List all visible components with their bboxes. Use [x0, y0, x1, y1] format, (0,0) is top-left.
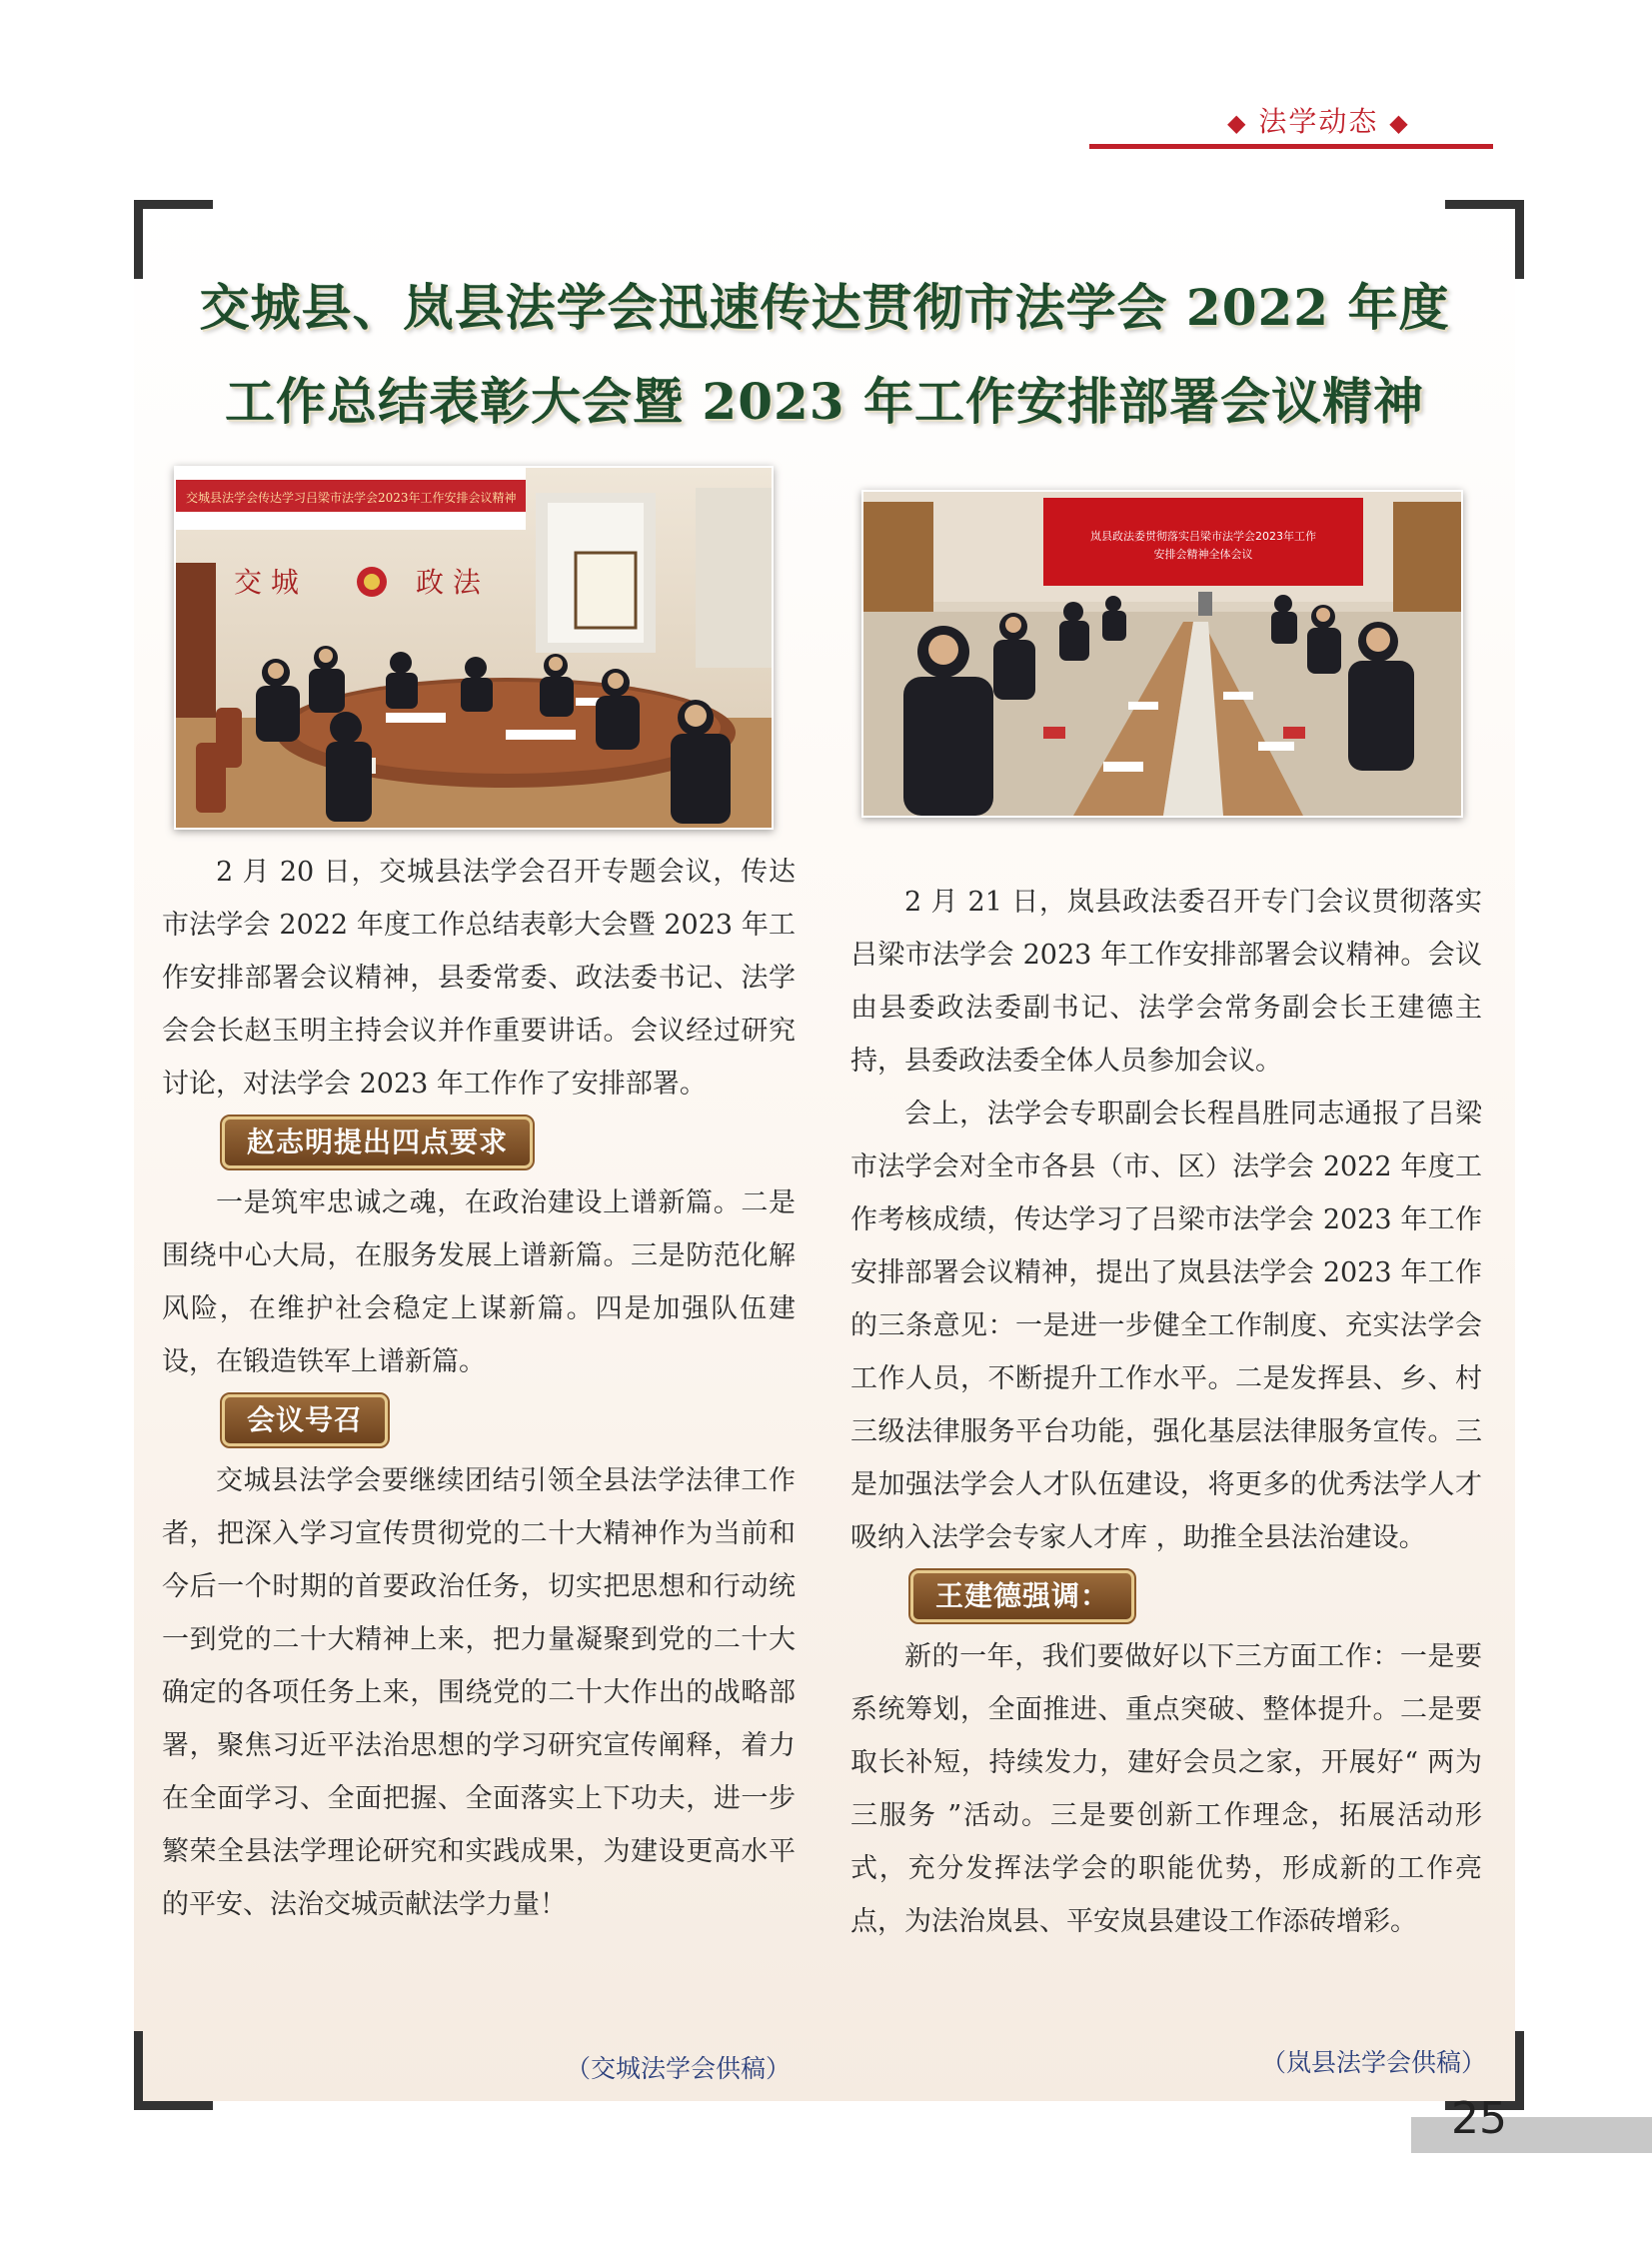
left-paragraph-3: 交城县法学会要继续团结引领全县法学法律工作者，把深入学习宣传贯彻党的二十大精神作为当前和今后一个时期的首要政治任务，切实把思想和行动统一到党的二十大精神上来，把力量凝聚到党的二十大确定的各项任务上来，围绕党的二十大作出的战略部署，聚焦习近平法治思想的学习研究宣传阐释，着力在全面学习、全面把握、全面落实上下功夫，进一步繁荣全县法学理论研究和实践成果，为建设更高水平的平安、法治交城贡献法学力量！ [162, 1465, 796, 1920]
right-credit: （岚县法学会供稿） [1261, 2048, 1487, 2077]
left-article-column [162, 846, 796, 1931]
corner-bracket [134, 2031, 213, 2110]
photo-sign-right: 政 法 [416, 566, 481, 599]
right-article-column [850, 876, 1482, 1948]
meeting-photo-lanxian [861, 490, 1463, 818]
right-paragraph-1: 2 月 21 日，岚县政法委召开专门会议贯彻落实吕梁市法学会 2023 年工作安排部署会议精神。会议由县委政法委副书记、法学会常务副会长王建德主持，县委政法委全体人员参加会议。 [850, 887, 1482, 1077]
meeting-photo-jiaocheng-illustration [176, 468, 772, 828]
article-title-line2: 工作总结表彰大会暨 2023 年工作安排部署会议精神 [225, 372, 1424, 431]
photo-banner-text: 交城县法学会传达学习吕梁市法学会2023年工作安排会议精神 [186, 491, 517, 505]
diamond-icon: ◆ [1227, 109, 1248, 137]
left-paragraph-2: 一是筑牢忠诚之魂，在政治建设上谱新篇。二是围绕中心大局，在服务发展上谱新篇。三是防范化解风险，在维护社会稳定上谋新篇。四是加强队伍建设，在锻造铁军上谱新篇。 [162, 1187, 796, 1377]
diamond-icon: ◆ [1389, 109, 1410, 137]
left-paragraph-1: 2 月 20 日，交城县法学会召开专题会议，传达市法学会 2022 年度工作总结表彰大会暨 2023 年工作安排部署会议精神，县委常委、政法委书记、法学会会长赵玉明主持会议并作重要讲话。会议经过研究讨论，对法学会 2023 年工作作了安排部署。 [162, 857, 796, 1100]
left-subheading-1: 赵志明提出四点要求 [222, 1117, 533, 1168]
photo-sign-left: 交 城 [234, 566, 299, 599]
section-tag [1227, 100, 1410, 140]
meeting-photo-jiaocheng [174, 466, 774, 830]
page-footer-bar [1411, 2117, 1652, 2153]
page-number: 25 [1451, 2093, 1507, 2144]
photo-screen-line1: 岚县政法委贯彻落实吕梁市法学会2023年工作 [1090, 530, 1316, 543]
meeting-photo-lanxian-illustration [863, 492, 1461, 816]
article-title-line1: 交城县、岚县法学会迅速传达贯彻市法学会 2022 年度 [199, 278, 1450, 337]
section-rule [1089, 144, 1493, 149]
photo-screen-line2: 安排会精神全体会议 [1153, 548, 1253, 561]
section-label: 法学动态 [1258, 105, 1379, 138]
right-paragraph-3: 新的一年，我们要做好以下三方面工作：一是要系统筹划，全面推进、重点突破、整体提升。二是要取长补短，持续发力，建好会员之家，开展好“ 两为三服务 ”活动。三是要创新工作理念，拓展活动形式，充分发挥法学会的职能优势，形成新的工作亮点，为法治岚县、平安岚县建设工作添砖增彩。 [850, 1641, 1482, 1937]
left-credit: （交城法学会供稿） [566, 2054, 792, 2083]
right-paragraph-2: 会上，法学会专职副会长程昌胜同志通报了吕梁市法学会对全市各县（市、区）法学会 2022 年度工作考核成绩，传达学习了吕梁市法学会 2023 年工作安排部署会议精神，提出了岚县法学会 2023 年工作的三条意见：一是进一步健全工作制度、充实法学会工作人员，不断提升工作水平。二是发挥县、乡、村三级法律服务平台功能，强化基层法律服务宣传。三是加强法学会人才队伍建设，将更多的优秀法学人才吸纳入法学会专家人才库 ，助推全县法治建设。 [850, 1099, 1482, 1553]
left-subheading-2: 会议号召 [222, 1394, 388, 1446]
right-subheading: 王建德强调： [910, 1570, 1134, 1622]
